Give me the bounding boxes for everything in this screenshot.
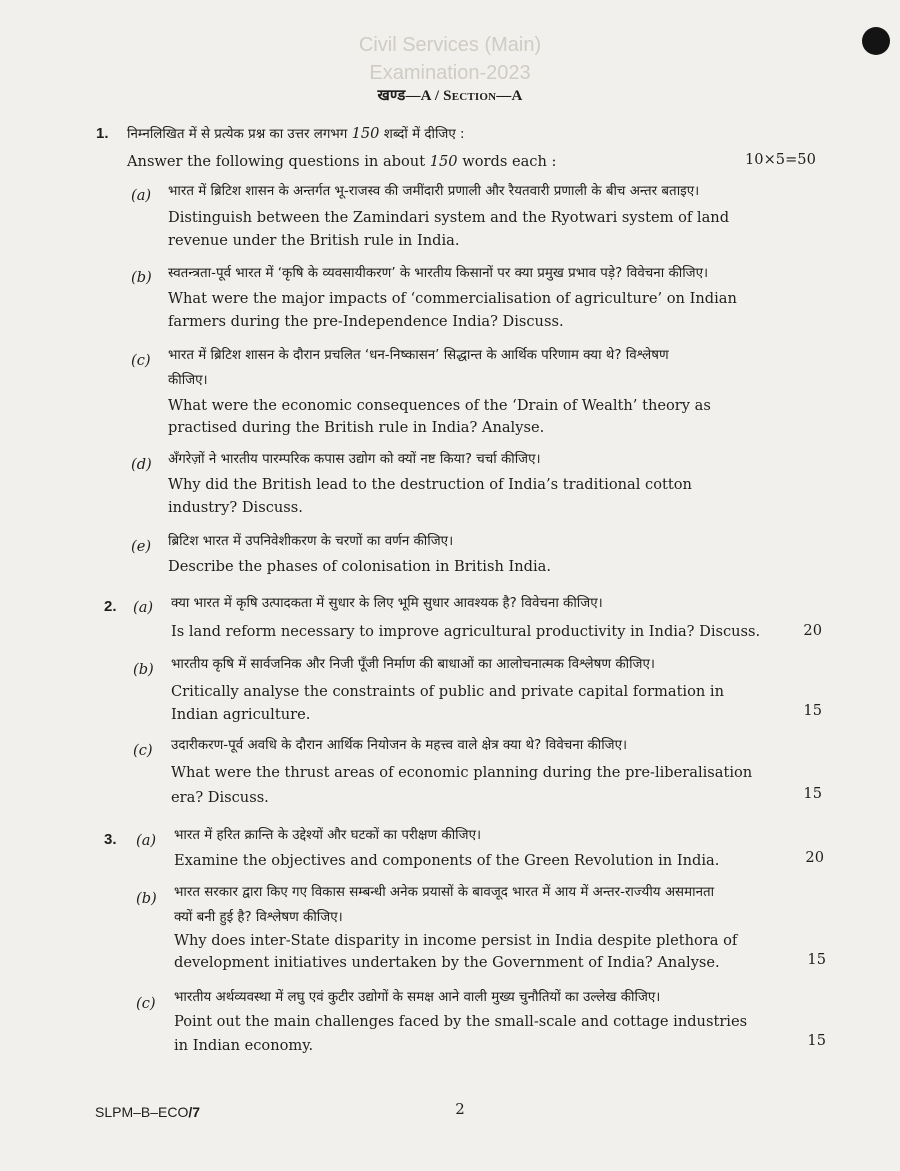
section-heading-en: Section—A — [443, 88, 523, 104]
q3a-label: (a) — [136, 832, 157, 849]
q1d-text-hi: अँगरेज़ों ने भारतीय पारम्परिक कपास उद्योग को क्यों नष्ट किया? चर्चा कीजिए। — [168, 452, 541, 467]
q3b-text-en-line2: development initiatives undertaken by the Government of India? Analyse. — [174, 954, 720, 971]
q2a-text-hi: क्या भारत में कृषि उत्पादकता में सुधार के लिए भूमि सुधार आवश्यक है? विवेचना कीजिए। — [171, 596, 603, 611]
question-1-number: 1. — [96, 125, 109, 142]
question-1-marks: 10×5=50 — [745, 151, 816, 168]
q2a-text-en-line1: Is land reform necessary to improve agricultural productivity in India? Discuss. — [171, 623, 761, 640]
q2c-marks: 15 — [803, 785, 822, 802]
q3b-label: (b) — [136, 890, 157, 907]
q2c-text-hi: उदारीकरण-पूर्व अवधि के दौरान आर्थिक नियोजन के महत्त्व वाले क्षेत्र क्या थे? विवेचना कीजिए। — [171, 738, 628, 753]
page-number: 2 — [455, 1100, 465, 1118]
q2a-marks: 20 — [803, 622, 822, 639]
q1b-label: (b) — [131, 269, 152, 286]
q2b-text-en-line2: Indian agriculture. — [171, 706, 311, 723]
q3a-marks: 20 — [805, 849, 824, 866]
q1e-label: (e) — [131, 538, 152, 555]
q3c-marks: 15 — [807, 1032, 826, 1049]
section-heading — [0, 85, 900, 105]
q3c-text-hi: भारतीय अर्थव्यवस्था में लघु एवं कुटीर उद्योगों के समक्ष आने वाली मुख्य चुनौतियों का उल्लेख कीजिए। — [174, 990, 661, 1005]
q1c-text-en-line2: practised during the British rule in India? Analyse. — [168, 419, 545, 436]
question-1-instruction-en: Answer the following questions in about 150 words each : — [127, 153, 557, 170]
bleed-through-watermark-line1: Civil Services (Main) — [358, 34, 542, 56]
q1c-text-en-line1: What were the economic consequences of the ‘Drain of Wealth’ theory as — [168, 397, 711, 414]
q2c-text-en-line2: era? Discuss. — [171, 789, 269, 806]
q2c-label: (c) — [133, 742, 153, 759]
q1b-text-en-line1: What were the major impacts of ‘commercialisation of agriculture’ on Indian — [168, 290, 737, 307]
question-3-number: 3. — [104, 831, 117, 848]
q3b-text-hi-line2: क्यों बनी हुई है? विश्लेषण कीजिए। — [174, 910, 343, 925]
q3c-text-en-line2: in Indian economy. — [174, 1037, 314, 1054]
q2b-text-hi: भारतीय कृषि में सार्वजनिक और निजी पूँजी निर्माण की बाधाओं का आलोचनात्मक विश्लेषण कीजिए। — [171, 657, 655, 672]
q1c-text-hi-line1: भारत में ब्रिटिश शासन के दौरान प्रचलित ‘धन-निष्कासन’ सिद्धान्त के आर्थिक परिणाम क्या थे? विश्लेषण — [168, 348, 669, 363]
q3c-label: (c) — [136, 995, 156, 1012]
section-heading-prefix: खण्ड—A / — [377, 88, 444, 104]
bleed-through-watermark-line2: Examination-2023 — [369, 62, 531, 84]
q3b-marks: 15 — [807, 951, 826, 968]
q1a-label: (a) — [131, 187, 152, 204]
q2b-text-en-line1: Critically analyse the constraints of public and private capital formation in — [171, 683, 724, 700]
q3b-text-hi-line1: भारत सरकार द्वारा किए गए विकास सम्बन्धी अनेक प्रयासों के बावजूद भारत में आय में अन्तर-राज्यीय असमानता — [174, 885, 715, 900]
q1a-text-en-line1: Distinguish between the Zamindari system and the Ryotwari system of land — [168, 209, 730, 226]
q1c-text-hi-line2: कीजिए। — [168, 373, 208, 388]
q1c-label: (c) — [131, 352, 151, 369]
q2c-text-en-line1: What were the thrust areas of economic planning during the pre-liberalisation — [171, 764, 753, 781]
q1e-text-en-line1: Describe the phases of colonisation in British India. — [168, 558, 551, 575]
q1b-text-en-line2: farmers during the pre-Independence India? Discuss. — [168, 313, 564, 330]
q3b-text-en-line1: Why does inter-State disparity in income persist in India despite plethora of — [174, 932, 738, 949]
q2a-label: (a) — [133, 599, 154, 616]
question-2-number: 2. — [104, 598, 117, 615]
q1b-text-hi: स्वतन्त्रता-पूर्व भारत में ‘कृषि के व्यवसायीकरण’ के भारतीय किसानों पर क्या प्रमुख प्रभाव पड़े? विवेचना कीजिए। — [168, 266, 709, 281]
q1a-text-hi: भारत में ब्रिटिश शासन के अन्तर्गत भू-राजस्व की जमींदारी प्रणाली और रैयतवारी प्रणाली के बीच अन्तर बताइए। — [168, 184, 700, 199]
q1a-text-en-line2: revenue under the British rule in India. — [168, 232, 460, 249]
q3a-text-en-line1: Examine the objectives and components of the Green Revolution in India. — [174, 852, 720, 869]
q1d-text-en-line1: Why did the British lead to the destruction of India’s traditional cotton — [168, 476, 692, 493]
question-1-instruction-hi: निम्नलिखित में से प्रत्येक प्रश्न का उत्तर लगभग 150 शब्दों में दीजिए : — [127, 125, 465, 142]
q1e-text-hi: ब्रिटिश भारत में उपनिवेशीकरण के चरणों का वर्णन कीजिए। — [168, 534, 454, 549]
q3c-text-en-line1: Point out the main challenges faced by the small-scale and cottage industries — [174, 1013, 748, 1030]
q2b-label: (b) — [133, 661, 154, 678]
q2b-marks: 15 — [803, 702, 822, 719]
q1d-text-en-line2: industry? Discuss. — [168, 499, 303, 516]
q3a-text-hi: भारत में हरित क्रान्ति के उद्देश्यों और घटकों का परीक्षण कीजिए। — [174, 828, 482, 843]
paper-code: SLPM–B–ECO/7 — [95, 1104, 201, 1120]
q1d-label: (d) — [131, 456, 152, 473]
